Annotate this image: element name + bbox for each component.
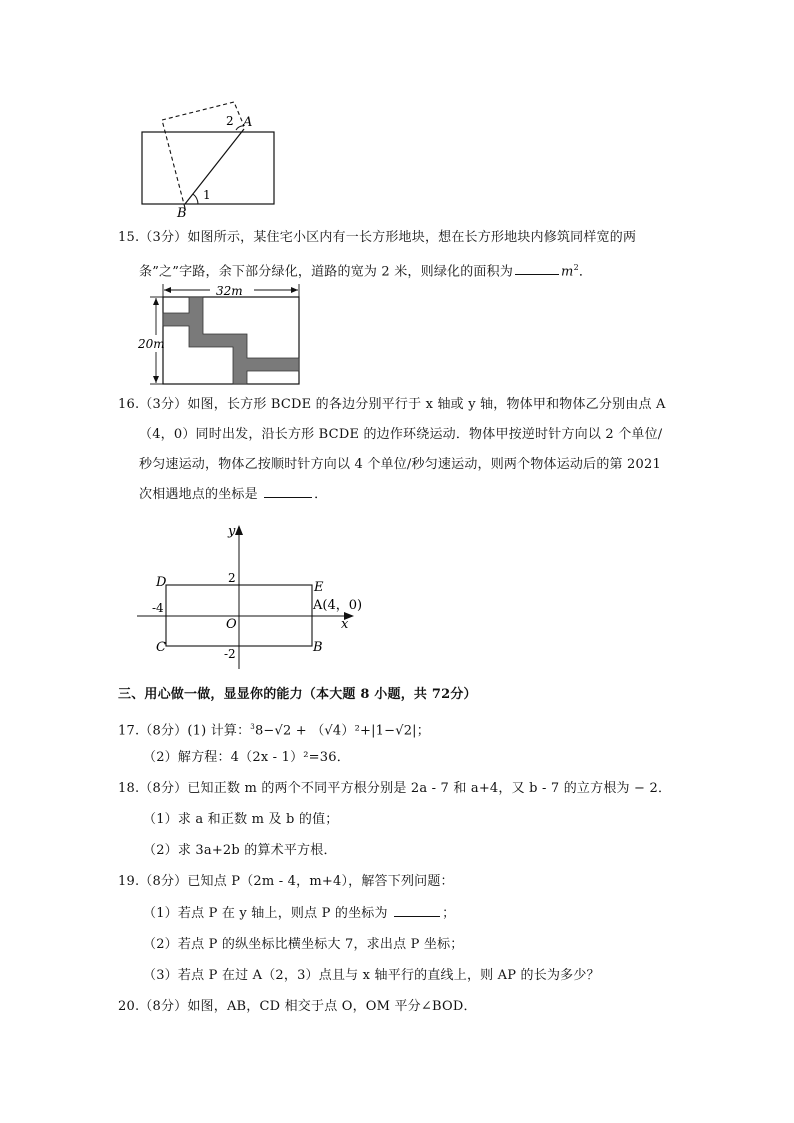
- q16-line2: （4，0）同时出发，沿长方形 BCDE 的边作环绕运动．物体甲按逆时针方向以 2 个单位/: [139, 427, 663, 442]
- answer-blank: [264, 485, 312, 498]
- label-D: D: [156, 575, 167, 590]
- tick-neg4: -4: [152, 601, 164, 615]
- q18-part1: （1）求 a 和正数 m 及 b 的值；: [143, 812, 339, 827]
- width-label: 32m: [216, 284, 243, 298]
- label-2: 2: [226, 114, 234, 128]
- fold-line-AB: [185, 129, 244, 204]
- figure-fold-rectangle: [138, 96, 288, 221]
- label-A: A(4，0): [313, 598, 363, 613]
- label-E: E: [314, 580, 324, 595]
- q15-line2: [139, 258, 592, 282]
- unit-m: m: [561, 264, 574, 280]
- q16-line4-text: 次相遇地点的坐标是: [139, 487, 258, 502]
- q16-line3: 秒匀速运动，物体乙按顺时针方向以 4 个单位/秒匀速运动，则两个物体运动后的第 2021: [139, 457, 661, 472]
- unit-sup: 2: [573, 263, 579, 272]
- q18-part2: （2）求 3a+2b 的算术平方根．: [143, 843, 337, 858]
- label-1: 1: [203, 188, 211, 202]
- q19-part2: （2）若点 P 的纵坐标比横坐标大 7，求出点 P 坐标；: [143, 937, 464, 952]
- section-heading: 三、用心做一做，显显你的能力（本大题 8 小题，共 72分）: [118, 687, 477, 702]
- q18-line1: 18.（8分）已知正数 m 的两个不同平方根分别是 2a - 7 和 a+4，又 b - 7 的立方根为 − 2．: [118, 781, 672, 796]
- figure-zigzag-road: [136, 280, 306, 390]
- q17-part2: （2）解方程：4（2x - 1）²=36．: [143, 750, 350, 765]
- q17-line1: [118, 717, 430, 741]
- q17-prefix: 17.（8分）(1) 计算：: [118, 723, 251, 739]
- label-C: C: [156, 640, 166, 655]
- angle-1-arc: [193, 194, 198, 204]
- y-axis-arrow: [235, 525, 243, 535]
- q19-part1-text: （1）若点 P 在 y 轴上，则点 P 的坐标为: [143, 906, 388, 921]
- q19-part1-end: ；: [442, 906, 456, 921]
- label-B: B: [313, 640, 323, 655]
- figure-coordinate-rectangle: [132, 515, 382, 677]
- x-label: x: [341, 617, 349, 632]
- q15-end: ．: [578, 264, 593, 280]
- q17-expression: 8−√2 + （√4）²+|1−√2|；: [254, 723, 430, 739]
- answer-blank: [394, 904, 440, 917]
- tick-2: 2: [228, 571, 236, 585]
- q20-line1: 20.（8分）如图，AB，CD 相交于点 O，OM 平分∠BOD．: [118, 999, 477, 1014]
- answer-blank: [515, 262, 559, 275]
- origin-label: O: [226, 617, 237, 632]
- q15-line1: 15.（3分）如图所示，某住宅小区内有一长方形地块，想在长方形地块内修筑同样宽的两: [118, 230, 637, 245]
- label-A: A: [243, 115, 253, 130]
- q15-line2-text: 条”之”字路，余下部分绿化，道路的宽为 2 米，则绿化的面积为: [139, 264, 514, 280]
- q16-line1: 16.（3分）如图，长方形 BCDE 的各边分别平行于 x 轴或 y 轴，物体甲和物体乙分别由点 A: [118, 397, 666, 412]
- q16-line4: [139, 485, 327, 505]
- height-label: 20m: [138, 337, 165, 351]
- zigzag-road: [163, 297, 299, 384]
- q19-part3: （3）若点 P 在过 A（2，3）点且与 x 轴平行的直线上，则 AP 的长为多少？: [143, 968, 600, 983]
- q16-end: ．: [314, 487, 328, 502]
- q19-part1: [143, 904, 455, 924]
- q19-line1: 19.（8分）已知点 P（2m - 4，m+4），解答下列问题：: [118, 874, 454, 889]
- tick-neg2: -2: [224, 647, 236, 661]
- y-label: y: [228, 524, 236, 539]
- cube-root-index: 3: [250, 723, 255, 731]
- label-B: B: [177, 206, 187, 221]
